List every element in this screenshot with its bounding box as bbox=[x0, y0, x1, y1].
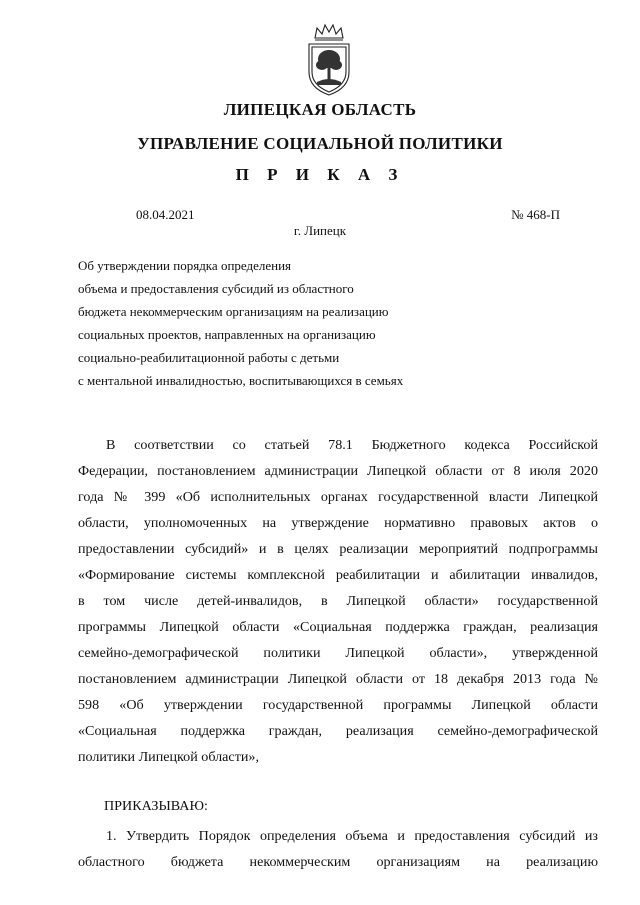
subject-line: бюджета некоммерческим организациям на реализацию bbox=[78, 304, 389, 320]
preamble-line: «Социальная поддержка граждан, реализация семейно-демографической bbox=[78, 723, 598, 739]
order-item-1 bbox=[78, 823, 598, 875]
preamble-line: политики Липецкой области», bbox=[78, 749, 259, 765]
preamble-line: в том числе детей-инвалидов, в Липецкой области» государственной bbox=[78, 593, 598, 609]
preamble-line: 598 «Об утверждении государственной программы Липецкой области bbox=[78, 697, 598, 713]
order-item-line: областного бюджета некоммерческим организациям на реализацию bbox=[78, 854, 598, 870]
subject-line: объема и предоставления субсидий из областного bbox=[78, 281, 354, 297]
document-type-title: П Р И К А З bbox=[235, 165, 405, 184]
preamble-paragraph bbox=[78, 432, 598, 770]
preamble-line: программы Липецкой области «Социальная поддержка граждан, реализация bbox=[78, 619, 598, 635]
order-number: № 468-П bbox=[511, 207, 560, 222]
region-title: ЛИПЕЦКАЯ ОБЛАСТЬ bbox=[223, 100, 417, 119]
subject-line: Об утверждении порядка определения bbox=[78, 258, 292, 273]
subject-line: социально-реабилитационной работы с детьми bbox=[78, 350, 340, 366]
preamble-line: области, уполномоченных на утверждение нормативно правовых актов о bbox=[78, 515, 598, 531]
lipetsk-coat-of-arms-icon bbox=[301, 22, 357, 98]
preamble-line: Федерации, постановлением администрации Липецкой области от 8 июля 2020 bbox=[78, 463, 598, 479]
preamble-line: постановлением администрации Липецкой области от 18 декабря 2013 года № bbox=[78, 671, 598, 687]
department-title: УПРАВЛЕНИЕ СОЦИАЛЬНОЙ ПОЛИТИКИ bbox=[137, 134, 503, 153]
preamble-line: года № 399 «Об исполнительных органах государственной власти Липецкой bbox=[78, 489, 598, 505]
order-subject bbox=[78, 254, 498, 393]
order-city: г. Липецк bbox=[293, 223, 347, 238]
subject-line: социальных проектов, направленных на организацию bbox=[78, 327, 376, 343]
preamble-line: «Формирование системы комплексной реабилитации и абилитации инвалидов, bbox=[78, 567, 598, 583]
preamble-line: семейно-демографической политики Липецкой области», утвержденной bbox=[78, 645, 598, 661]
preamble-line: предоставлении субсидий» и в целях реализации мероприятий подпрограммы bbox=[78, 541, 598, 557]
order-date: 08.04.2021 bbox=[136, 207, 195, 222]
order-item-line: 1. Утвердить Порядок определения объема и предоставления субсидий из bbox=[106, 828, 598, 844]
order-directive-word: ПРИКАЗЫВАЮ: bbox=[104, 798, 208, 814]
subject-line: с ментальной инвалидностью, воспитывающихся в семьях bbox=[78, 373, 404, 389]
preamble-line: В соответствии со статьей 78.1 Бюджетного кодекса Российской bbox=[106, 437, 598, 453]
